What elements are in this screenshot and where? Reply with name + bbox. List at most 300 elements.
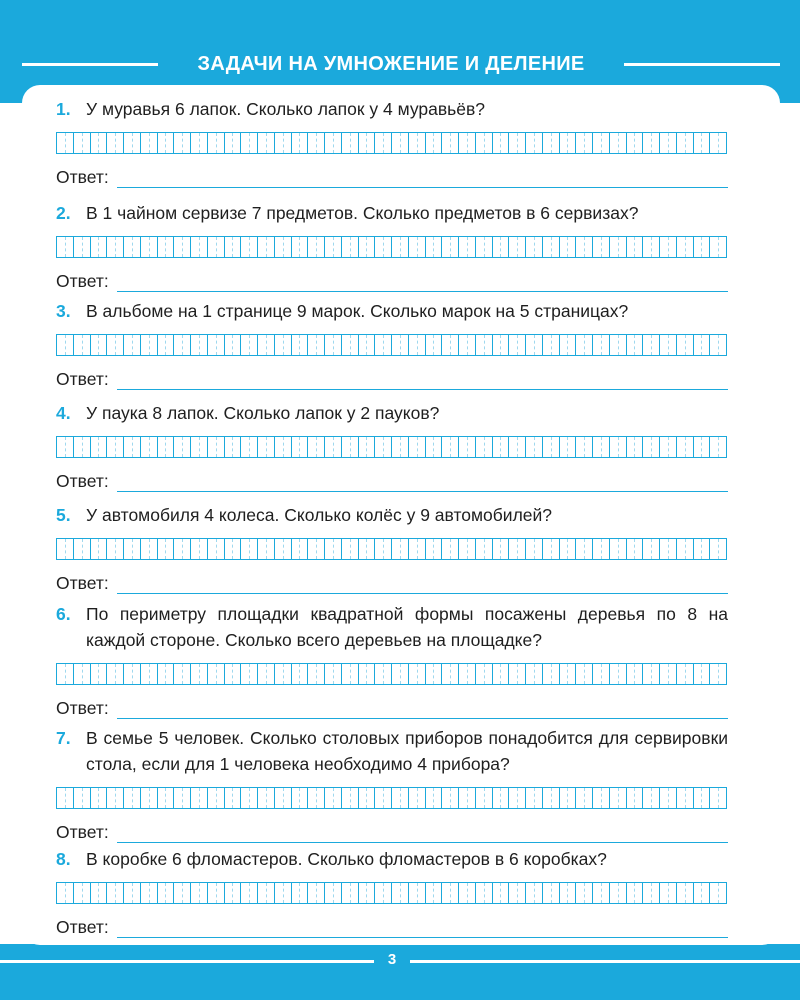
grid-cell[interactable] — [107, 788, 124, 808]
grid-cell[interactable] — [191, 133, 208, 153]
grid-cell[interactable] — [442, 883, 459, 903]
grid-cell[interactable] — [459, 539, 476, 559]
grid-cell[interactable] — [57, 437, 74, 457]
grid-cell[interactable] — [543, 883, 560, 903]
grid-cell[interactable] — [610, 883, 627, 903]
grid-cell[interactable] — [392, 237, 409, 257]
grid-cell[interactable] — [694, 788, 711, 808]
grid-cell[interactable] — [91, 335, 108, 355]
grid-cell[interactable] — [526, 664, 543, 684]
grid-cell[interactable] — [677, 539, 694, 559]
grid-cell[interactable] — [174, 664, 191, 684]
grid-cell[interactable] — [342, 133, 359, 153]
grid-cell[interactable] — [442, 539, 459, 559]
grid-cell[interactable] — [493, 664, 510, 684]
grid-cell[interactable] — [643, 664, 660, 684]
grid-cell[interactable] — [509, 437, 526, 457]
grid-cell[interactable] — [57, 133, 74, 153]
grid-cell[interactable] — [225, 237, 242, 257]
grid-cell[interactable] — [107, 664, 124, 684]
answer-line[interactable] — [117, 373, 728, 390]
grid-cell[interactable] — [359, 788, 376, 808]
grid-cell[interactable] — [124, 788, 141, 808]
grid-cell[interactable] — [543, 237, 560, 257]
answer-grid[interactable] — [56, 334, 727, 356]
grid-cell[interactable] — [225, 664, 242, 684]
grid-cell[interactable] — [476, 883, 493, 903]
grid-cell[interactable] — [74, 437, 91, 457]
grid-cell[interactable] — [509, 133, 526, 153]
grid-cell[interactable] — [342, 237, 359, 257]
grid-cell[interactable] — [325, 788, 342, 808]
grid-cell[interactable] — [91, 237, 108, 257]
grid-cell[interactable] — [275, 883, 292, 903]
grid-cell[interactable] — [308, 335, 325, 355]
grid-cell[interactable] — [459, 237, 476, 257]
grid-cell[interactable] — [124, 133, 141, 153]
grid-cell[interactable] — [660, 883, 677, 903]
grid-cell[interactable] — [543, 437, 560, 457]
grid-cell[interactable] — [677, 883, 694, 903]
grid-cell[interactable] — [57, 237, 74, 257]
grid-cell[interactable] — [275, 133, 292, 153]
grid-cell[interactable] — [493, 335, 510, 355]
grid-cell[interactable] — [91, 883, 108, 903]
grid-cell[interactable] — [560, 539, 577, 559]
grid-cell[interactable] — [241, 539, 258, 559]
grid-cell[interactable] — [459, 883, 476, 903]
grid-cell[interactable] — [627, 133, 644, 153]
grid-cell[interactable] — [359, 664, 376, 684]
grid-cell[interactable] — [74, 664, 91, 684]
grid-cell[interactable] — [292, 539, 309, 559]
grid-cell[interactable] — [275, 664, 292, 684]
grid-cell[interactable] — [526, 437, 543, 457]
answer-grid[interactable] — [56, 132, 727, 154]
grid-cell[interactable] — [593, 335, 610, 355]
grid-cell[interactable] — [543, 133, 560, 153]
grid-cell[interactable] — [643, 539, 660, 559]
grid-cell[interactable] — [174, 539, 191, 559]
grid-cell[interactable] — [308, 237, 325, 257]
grid-cell[interactable] — [241, 133, 258, 153]
grid-cell[interactable] — [493, 883, 510, 903]
grid-cell[interactable] — [677, 664, 694, 684]
grid-cell[interactable] — [91, 539, 108, 559]
grid-cell[interactable] — [459, 788, 476, 808]
grid-cell[interactable] — [426, 788, 443, 808]
grid-cell[interactable] — [375, 237, 392, 257]
grid-cell[interactable] — [392, 335, 409, 355]
grid-cell[interactable] — [442, 237, 459, 257]
grid-cell[interactable] — [74, 133, 91, 153]
answer-grid[interactable] — [56, 882, 727, 904]
grid-cell[interactable] — [359, 133, 376, 153]
grid-cell[interactable] — [258, 437, 275, 457]
grid-cell[interactable] — [325, 883, 342, 903]
grid-cell[interactable] — [342, 539, 359, 559]
grid-cell[interactable] — [593, 539, 610, 559]
grid-cell[interactable] — [191, 883, 208, 903]
answer-grid[interactable] — [56, 663, 727, 685]
grid-cell[interactable] — [543, 664, 560, 684]
grid-cell[interactable] — [107, 437, 124, 457]
grid-cell[interactable] — [342, 883, 359, 903]
grid-cell[interactable] — [710, 539, 727, 559]
grid-cell[interactable] — [208, 133, 225, 153]
grid-cell[interactable] — [426, 883, 443, 903]
grid-cell[interactable] — [158, 539, 175, 559]
grid-cell[interactable] — [258, 788, 275, 808]
grid-cell[interactable] — [225, 133, 242, 153]
grid-cell[interactable] — [677, 133, 694, 153]
grid-cell[interactable] — [342, 664, 359, 684]
grid-cell[interactable] — [191, 437, 208, 457]
grid-cell[interactable] — [359, 437, 376, 457]
grid-cell[interactable] — [241, 437, 258, 457]
grid-cell[interactable] — [526, 335, 543, 355]
grid-cell[interactable] — [643, 788, 660, 808]
grid-cell[interactable] — [576, 539, 593, 559]
grid-cell[interactable] — [677, 335, 694, 355]
grid-cell[interactable] — [57, 883, 74, 903]
grid-cell[interactable] — [359, 335, 376, 355]
grid-cell[interactable] — [74, 539, 91, 559]
grid-cell[interactable] — [107, 237, 124, 257]
grid-cell[interactable] — [208, 664, 225, 684]
grid-cell[interactable] — [325, 133, 342, 153]
grid-cell[interactable] — [560, 133, 577, 153]
grid-cell[interactable] — [107, 335, 124, 355]
grid-cell[interactable] — [91, 664, 108, 684]
grid-cell[interactable] — [476, 788, 493, 808]
grid-cell[interactable] — [392, 539, 409, 559]
grid-cell[interactable] — [710, 335, 727, 355]
grid-cell[interactable] — [660, 237, 677, 257]
grid-cell[interactable] — [91, 133, 108, 153]
grid-cell[interactable] — [292, 883, 309, 903]
grid-cell[interactable] — [694, 883, 711, 903]
grid-cell[interactable] — [643, 335, 660, 355]
grid-cell[interactable] — [526, 788, 543, 808]
grid-cell[interactable] — [576, 335, 593, 355]
grid-cell[interactable] — [275, 437, 292, 457]
grid-cell[interactable] — [107, 883, 124, 903]
grid-cell[interactable] — [610, 237, 627, 257]
grid-cell[interactable] — [643, 437, 660, 457]
grid-cell[interactable] — [174, 883, 191, 903]
grid-cell[interactable] — [292, 133, 309, 153]
answer-line[interactable] — [117, 475, 728, 492]
grid-cell[interactable] — [375, 539, 392, 559]
grid-cell[interactable] — [526, 539, 543, 559]
grid-cell[interactable] — [409, 788, 426, 808]
grid-cell[interactable] — [509, 237, 526, 257]
grid-cell[interactable] — [576, 883, 593, 903]
grid-cell[interactable] — [308, 437, 325, 457]
grid-cell[interactable] — [292, 788, 309, 808]
grid-cell[interactable] — [191, 335, 208, 355]
grid-cell[interactable] — [442, 335, 459, 355]
grid-cell[interactable] — [225, 883, 242, 903]
grid-cell[interactable] — [610, 335, 627, 355]
grid-cell[interactable] — [375, 883, 392, 903]
answer-grid[interactable] — [56, 436, 727, 458]
grid-cell[interactable] — [258, 133, 275, 153]
grid-cell[interactable] — [325, 437, 342, 457]
grid-cell[interactable] — [141, 539, 158, 559]
grid-cell[interactable] — [74, 788, 91, 808]
grid-cell[interactable] — [476, 237, 493, 257]
grid-cell[interactable] — [392, 883, 409, 903]
grid-cell[interactable] — [610, 788, 627, 808]
grid-cell[interactable] — [493, 539, 510, 559]
answer-line[interactable] — [117, 275, 728, 292]
grid-cell[interactable] — [660, 437, 677, 457]
grid-cell[interactable] — [141, 437, 158, 457]
grid-cell[interactable] — [526, 883, 543, 903]
grid-cell[interactable] — [643, 883, 660, 903]
grid-cell[interactable] — [191, 237, 208, 257]
grid-cell[interactable] — [208, 788, 225, 808]
grid-cell[interactable] — [57, 664, 74, 684]
grid-cell[interactable] — [627, 437, 644, 457]
grid-cell[interactable] — [493, 237, 510, 257]
grid-cell[interactable] — [342, 788, 359, 808]
grid-cell[interactable] — [627, 539, 644, 559]
grid-cell[interactable] — [409, 133, 426, 153]
grid-cell[interactable] — [241, 237, 258, 257]
grid-cell[interactable] — [342, 335, 359, 355]
grid-cell[interactable] — [593, 133, 610, 153]
grid-cell[interactable] — [91, 437, 108, 457]
grid-cell[interactable] — [158, 437, 175, 457]
grid-cell[interactable] — [292, 335, 309, 355]
answer-line[interactable] — [117, 171, 728, 188]
grid-cell[interactable] — [275, 788, 292, 808]
grid-cell[interactable] — [526, 237, 543, 257]
answer-line[interactable] — [117, 577, 728, 594]
grid-cell[interactable] — [191, 539, 208, 559]
grid-cell[interactable] — [476, 133, 493, 153]
grid-cell[interactable] — [359, 539, 376, 559]
grid-cell[interactable] — [375, 335, 392, 355]
grid-cell[interactable] — [308, 539, 325, 559]
grid-cell[interactable] — [560, 237, 577, 257]
grid-cell[interactable] — [610, 133, 627, 153]
grid-cell[interactable] — [543, 335, 560, 355]
grid-cell[interactable] — [493, 133, 510, 153]
grid-cell[interactable] — [543, 788, 560, 808]
grid-cell[interactable] — [459, 437, 476, 457]
grid-cell[interactable] — [560, 883, 577, 903]
grid-cell[interactable] — [325, 237, 342, 257]
grid-cell[interactable] — [74, 237, 91, 257]
grid-cell[interactable] — [342, 437, 359, 457]
grid-cell[interactable] — [325, 664, 342, 684]
grid-cell[interactable] — [174, 237, 191, 257]
grid-cell[interactable] — [694, 437, 711, 457]
grid-cell[interactable] — [409, 883, 426, 903]
grid-cell[interactable] — [359, 883, 376, 903]
grid-cell[interactable] — [225, 437, 242, 457]
grid-cell[interactable] — [174, 437, 191, 457]
grid-cell[interactable] — [292, 664, 309, 684]
grid-cell[interactable] — [627, 883, 644, 903]
grid-cell[interactable] — [392, 133, 409, 153]
grid-cell[interactable] — [208, 437, 225, 457]
grid-cell[interactable] — [526, 133, 543, 153]
grid-cell[interactable] — [292, 237, 309, 257]
grid-cell[interactable] — [392, 788, 409, 808]
grid-cell[interactable] — [593, 237, 610, 257]
grid-cell[interactable] — [627, 664, 644, 684]
grid-cell[interactable] — [560, 788, 577, 808]
answer-line[interactable] — [117, 921, 728, 938]
grid-cell[interactable] — [308, 133, 325, 153]
grid-cell[interactable] — [392, 437, 409, 457]
grid-cell[interactable] — [576, 788, 593, 808]
grid-cell[interactable] — [409, 437, 426, 457]
grid-cell[interactable] — [191, 664, 208, 684]
grid-cell[interactable] — [660, 335, 677, 355]
grid-cell[interactable] — [141, 788, 158, 808]
grid-cell[interactable] — [124, 664, 141, 684]
grid-cell[interactable] — [392, 664, 409, 684]
grid-cell[interactable] — [241, 664, 258, 684]
grid-cell[interactable] — [710, 788, 727, 808]
grid-cell[interactable] — [124, 437, 141, 457]
grid-cell[interactable] — [710, 664, 727, 684]
grid-cell[interactable] — [627, 237, 644, 257]
grid-cell[interactable] — [275, 539, 292, 559]
grid-cell[interactable] — [509, 664, 526, 684]
grid-cell[interactable] — [593, 664, 610, 684]
grid-cell[interactable] — [593, 437, 610, 457]
grid-cell[interactable] — [426, 133, 443, 153]
grid-cell[interactable] — [576, 437, 593, 457]
grid-cell[interactable] — [493, 788, 510, 808]
grid-cell[interactable] — [57, 539, 74, 559]
grid-cell[interactable] — [191, 788, 208, 808]
grid-cell[interactable] — [241, 883, 258, 903]
grid-cell[interactable] — [258, 539, 275, 559]
grid-cell[interactable] — [476, 664, 493, 684]
grid-cell[interactable] — [225, 539, 242, 559]
grid-cell[interactable] — [660, 788, 677, 808]
grid-cell[interactable] — [241, 788, 258, 808]
grid-cell[interactable] — [627, 788, 644, 808]
grid-cell[interactable] — [258, 237, 275, 257]
grid-cell[interactable] — [158, 664, 175, 684]
answer-line[interactable] — [117, 702, 728, 719]
grid-cell[interactable] — [426, 539, 443, 559]
grid-cell[interactable] — [610, 437, 627, 457]
grid-cell[interactable] — [442, 133, 459, 153]
grid-cell[interactable] — [375, 788, 392, 808]
grid-cell[interactable] — [174, 788, 191, 808]
grid-cell[interactable] — [241, 335, 258, 355]
grid-cell[interactable] — [677, 437, 694, 457]
grid-cell[interactable] — [375, 664, 392, 684]
grid-cell[interactable] — [158, 788, 175, 808]
grid-cell[interactable] — [593, 883, 610, 903]
grid-cell[interactable] — [208, 335, 225, 355]
grid-cell[interactable] — [660, 133, 677, 153]
grid-cell[interactable] — [141, 133, 158, 153]
grid-cell[interactable] — [158, 335, 175, 355]
grid-cell[interactable] — [610, 539, 627, 559]
grid-cell[interactable] — [57, 335, 74, 355]
grid-cell[interactable] — [576, 237, 593, 257]
grid-cell[interactable] — [426, 335, 443, 355]
grid-cell[interactable] — [225, 335, 242, 355]
grid-cell[interactable] — [124, 539, 141, 559]
grid-cell[interactable] — [476, 539, 493, 559]
answer-grid[interactable] — [56, 787, 727, 809]
grid-cell[interactable] — [107, 539, 124, 559]
grid-cell[interactable] — [107, 133, 124, 153]
grid-cell[interactable] — [409, 335, 426, 355]
grid-cell[interactable] — [375, 437, 392, 457]
grid-cell[interactable] — [442, 788, 459, 808]
grid-cell[interactable] — [308, 664, 325, 684]
grid-cell[interactable] — [560, 335, 577, 355]
grid-cell[interactable] — [643, 237, 660, 257]
grid-cell[interactable] — [124, 883, 141, 903]
grid-cell[interactable] — [275, 335, 292, 355]
grid-cell[interactable] — [710, 133, 727, 153]
grid-cell[interactable] — [710, 437, 727, 457]
grid-cell[interactable] — [91, 788, 108, 808]
grid-cell[interactable] — [476, 437, 493, 457]
grid-cell[interactable] — [459, 133, 476, 153]
grid-cell[interactable] — [560, 437, 577, 457]
grid-cell[interactable] — [208, 883, 225, 903]
grid-cell[interactable] — [710, 883, 727, 903]
grid-cell[interactable] — [74, 883, 91, 903]
grid-cell[interactable] — [576, 664, 593, 684]
grid-cell[interactable] — [576, 133, 593, 153]
grid-cell[interactable] — [158, 133, 175, 153]
grid-cell[interactable] — [509, 788, 526, 808]
grid-cell[interactable] — [258, 883, 275, 903]
grid-cell[interactable] — [493, 437, 510, 457]
grid-cell[interactable] — [459, 335, 476, 355]
grid-cell[interactable] — [141, 883, 158, 903]
grid-cell[interactable] — [359, 237, 376, 257]
grid-cell[interactable] — [442, 437, 459, 457]
grid-cell[interactable] — [426, 237, 443, 257]
grid-cell[interactable] — [325, 335, 342, 355]
grid-cell[interactable] — [509, 539, 526, 559]
grid-cell[interactable] — [158, 883, 175, 903]
grid-cell[interactable] — [208, 237, 225, 257]
grid-cell[interactable] — [694, 133, 711, 153]
grid-cell[interactable] — [543, 539, 560, 559]
grid-cell[interactable] — [442, 664, 459, 684]
grid-cell[interactable] — [208, 539, 225, 559]
grid-cell[interactable] — [409, 539, 426, 559]
grid-cell[interactable] — [258, 335, 275, 355]
grid-cell[interactable] — [459, 664, 476, 684]
grid-cell[interactable] — [426, 437, 443, 457]
grid-cell[interactable] — [677, 237, 694, 257]
grid-cell[interactable] — [141, 237, 158, 257]
grid-cell[interactable] — [660, 539, 677, 559]
grid-cell[interactable] — [694, 539, 711, 559]
grid-cell[interactable] — [325, 539, 342, 559]
